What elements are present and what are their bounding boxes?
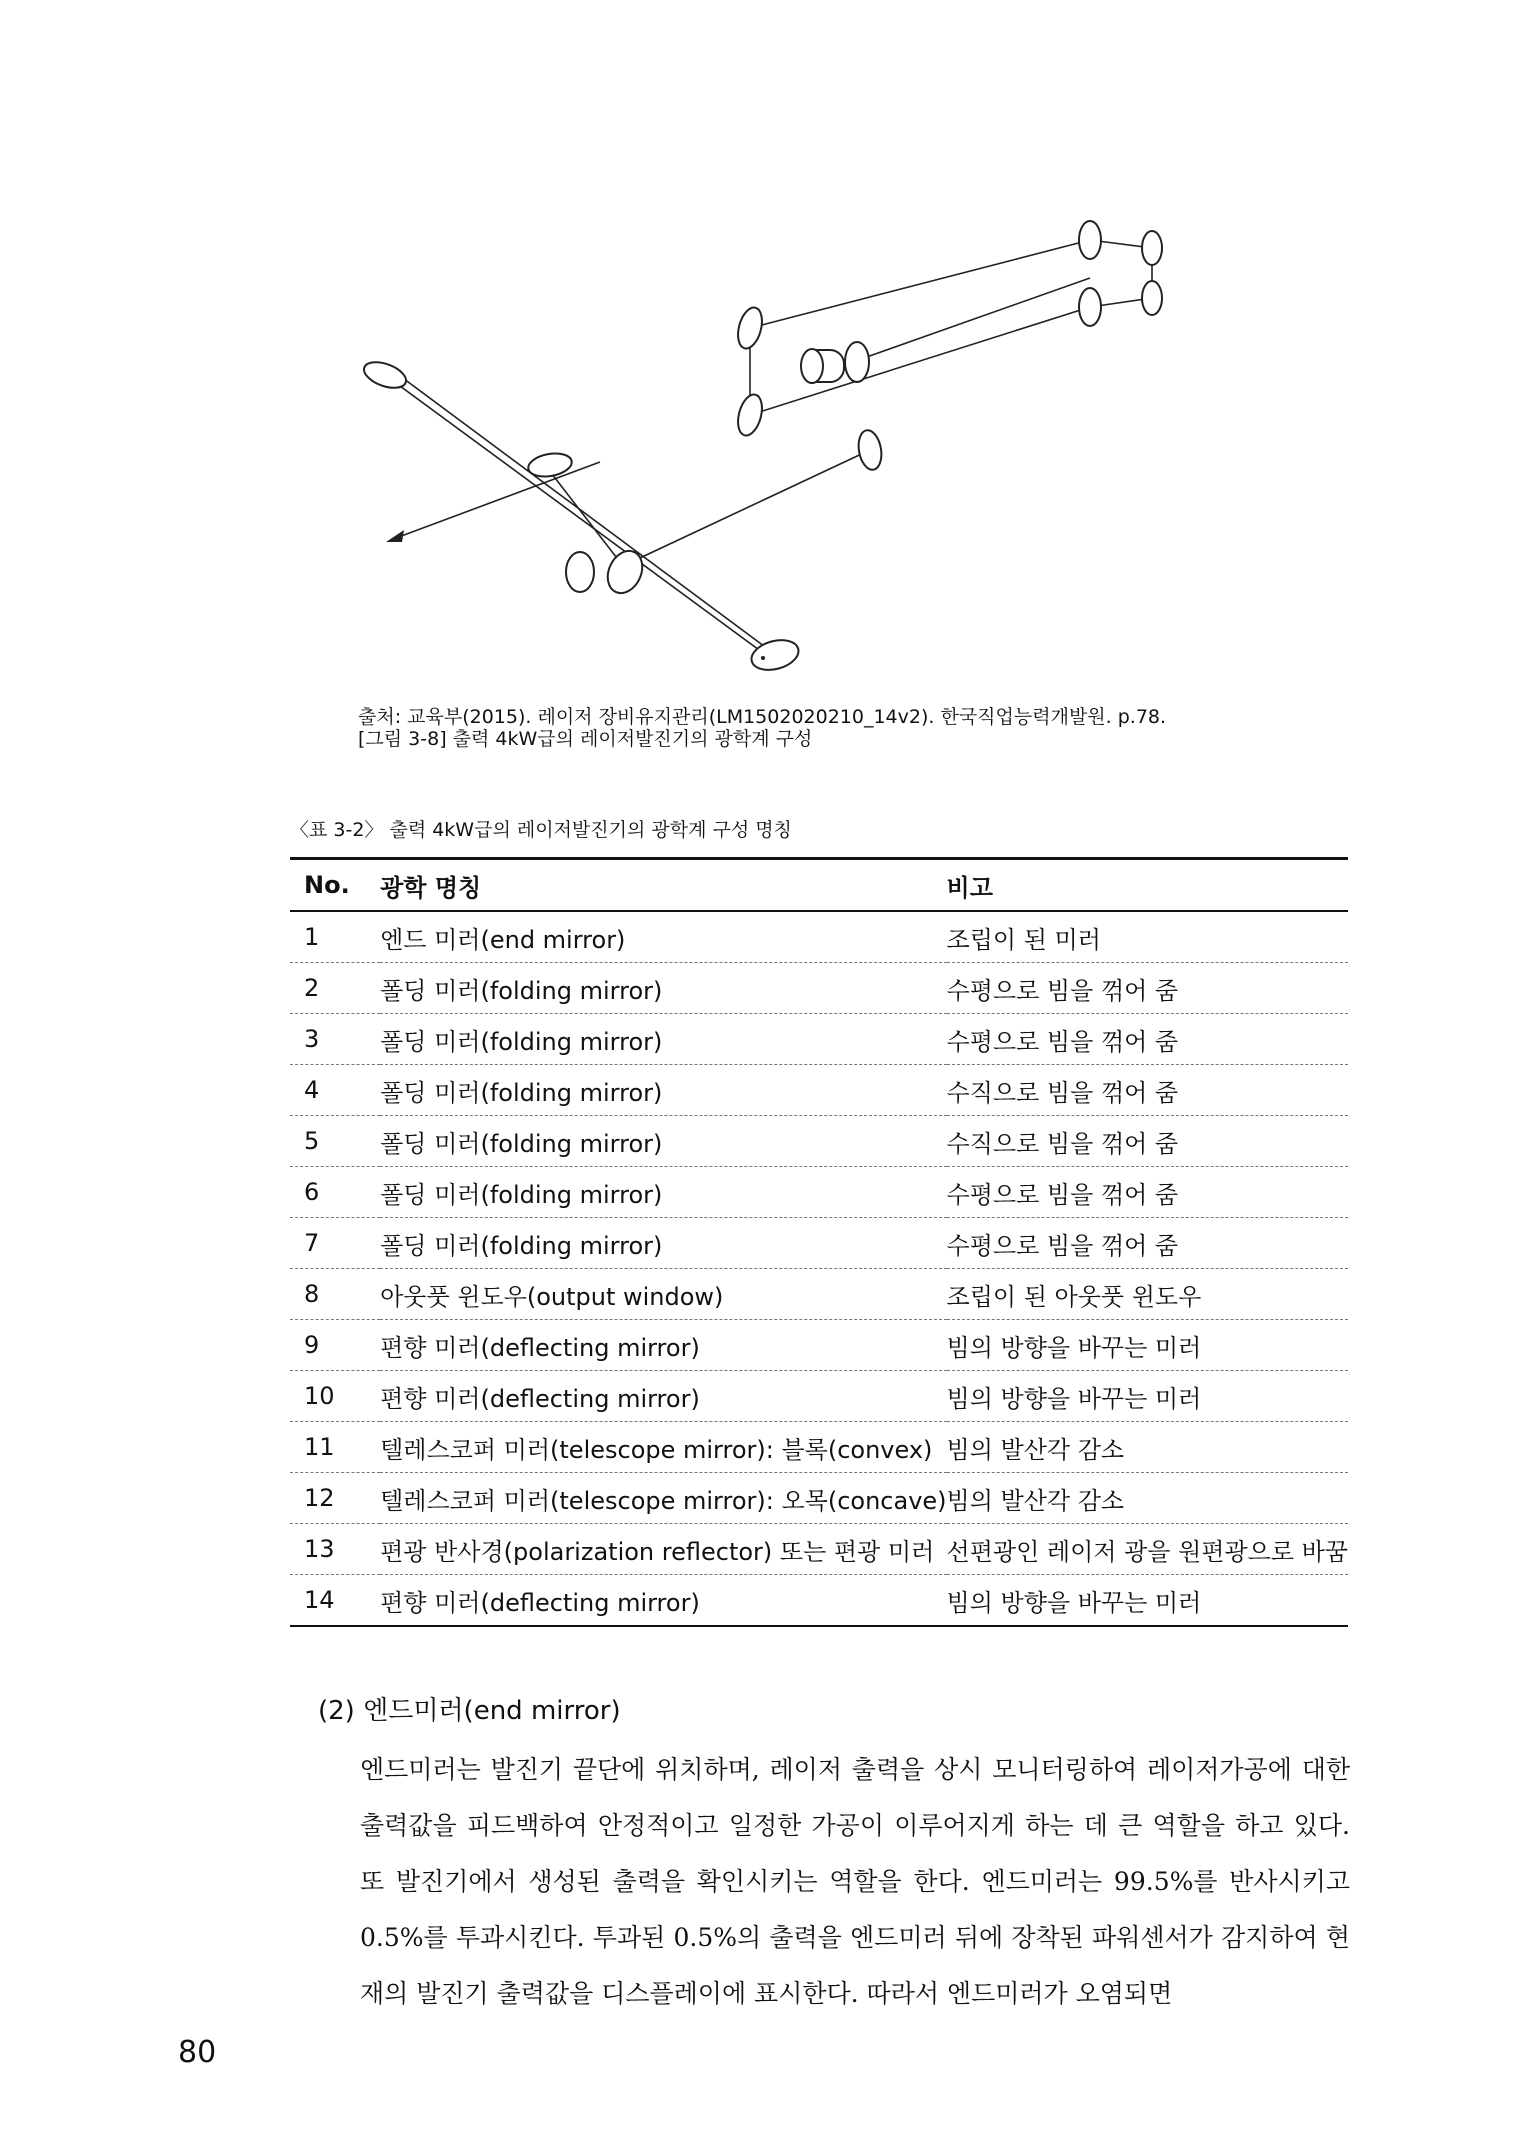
optical-system-diagram <box>340 200 1220 700</box>
row-no: 12 <box>290 1473 380 1524</box>
table-row <box>290 1116 1348 1167</box>
row-name: 아웃풋 윈도우(output window) <box>380 1269 946 1320</box>
row-note: 수평으로 빔을 꺾어 줌 <box>947 1014 1348 1065</box>
row-name: 폴딩 미러(folding mirror) <box>380 1218 946 1269</box>
row-name: 텔레스코퍼 미러(telescope mirror): 오목(concave) <box>380 1473 946 1524</box>
header-name: 광학 명칭 <box>380 859 946 912</box>
row-note: 수직으로 빔을 꺾어 줌 <box>947 1065 1348 1116</box>
table-row <box>290 1575 1348 1627</box>
table-row <box>290 1065 1348 1116</box>
table-header-row <box>290 859 1348 912</box>
arrow-head <box>386 530 404 542</box>
table-row <box>290 1320 1348 1371</box>
table-row <box>290 963 1348 1014</box>
row-no: 13 <box>290 1524 380 1575</box>
row-note: 조립이 된 미러 <box>947 911 1348 963</box>
row-note: 수평으로 빔을 꺾어 줌 <box>947 1218 1348 1269</box>
row-name: 편향 미러(deflecting mirror) <box>380 1320 946 1371</box>
mirror-7 <box>1142 281 1162 315</box>
table-row <box>290 1371 1348 1422</box>
beam-line <box>392 370 772 652</box>
section-title: (2) 엔드미러(end mirror) <box>318 1696 621 1726</box>
header-no: No. <box>290 859 380 912</box>
output-beam <box>396 462 600 538</box>
row-no: 11 <box>290 1422 380 1473</box>
optics-table <box>290 857 1348 1627</box>
row-no: 6 <box>290 1167 380 1218</box>
row-name: 폴딩 미러(folding mirror) <box>380 1014 946 1065</box>
row-note: 수평으로 빔을 꺾어 줌 <box>947 963 1348 1014</box>
mirror-11 <box>566 552 594 592</box>
row-name: 폴딩 미러(folding mirror) <box>380 1167 946 1218</box>
row-no: 7 <box>290 1218 380 1269</box>
mirror-12 <box>601 545 649 598</box>
table-row <box>290 1473 1348 1524</box>
beam-line <box>750 240 1090 328</box>
row-no: 5 <box>290 1116 380 1167</box>
mirror-3 <box>734 392 766 438</box>
row-note: 빔의 방향을 바꾸는 미러 <box>947 1320 1348 1371</box>
table-row <box>290 1218 1348 1269</box>
row-no: 4 <box>290 1065 380 1116</box>
table-row <box>290 911 1348 963</box>
row-note: 빔의 발산각 감소 <box>947 1473 1348 1524</box>
mirror-6 <box>1079 288 1101 326</box>
page-number: 80 <box>178 2035 217 2070</box>
row-note: 조립이 된 아웃풋 윈도우 <box>947 1269 1348 1320</box>
row-note: 선편광인 레이저 광을 원편광으로 바꿈 <box>947 1524 1348 1575</box>
end-mirror <box>845 342 869 382</box>
table-caption: 〈표 3-2〉 출력 4kW급의 레이저발진기의 광학계 구성 명칭 <box>290 819 792 841</box>
row-no: 8 <box>290 1269 380 1320</box>
row-name: 엔드 미러(end mirror) <box>380 911 946 963</box>
beam-line <box>385 375 770 658</box>
row-name: 폴딩 미러(folding mirror) <box>380 963 946 1014</box>
mirror-5 <box>1142 231 1162 265</box>
mirror-9 <box>856 428 885 471</box>
row-name: 폴딩 미러(folding mirror) <box>380 1116 946 1167</box>
beam-line <box>625 450 870 565</box>
row-no: 14 <box>290 1575 380 1627</box>
figure-caption: [그림 3-8] 출력 4kW급의 레이저발진기의 광학계 구성 <box>358 728 813 750</box>
row-no: 2 <box>290 963 380 1014</box>
row-note: 수평으로 빔을 꺾어 줌 <box>947 1167 1348 1218</box>
table-row <box>290 1269 1348 1320</box>
row-note: 빔의 방향을 바꾸는 미러 <box>947 1371 1348 1422</box>
row-no: 1 <box>290 911 380 963</box>
table-row <box>290 1422 1348 1473</box>
row-no: 3 <box>290 1014 380 1065</box>
row-name: 편향 미러(deflecting mirror) <box>380 1575 946 1627</box>
table-row <box>290 1014 1348 1065</box>
table-row <box>290 1167 1348 1218</box>
row-name: 편향 미러(deflecting mirror) <box>380 1371 946 1422</box>
row-name: 폴딩 미러(folding mirror) <box>380 1065 946 1116</box>
table-row <box>290 1524 1348 1575</box>
header-note: 비고 <box>947 859 1348 912</box>
body-paragraph: 엔드미러는 발진기 끝단에 위치하며, 레이저 출력을 상시 모니터링하여 레이저가공에 대한 출력값을 피드백하여 안정적이고 일정한 가공이 이루어지게 하는 데 큰 역할을 하고 있다. 또 발진기에서 생성된 출력을 확인시키는 역할을 한다. 엔드미러는 99.5%를 반사시키고 0.5%를 투과시킨다. 투과된 0.5%의 출력을 엔드미러 뒤에 장착된 파워센서가 감지하여 현재의 발진기 출력값을 디스플레이에 표시한다. 따라서 엔드미러가 오염되면 <box>360 1755 1350 2008</box>
row-name: 편광 반사경(polarization reflector) 또는 편광 미러 <box>380 1524 946 1575</box>
row-no: 10 <box>290 1371 380 1422</box>
output-window-face <box>801 349 823 383</box>
mirror-2 <box>734 305 766 351</box>
mirror-4 <box>1079 221 1101 259</box>
row-note: 수직으로 빔을 꺾어 줌 <box>947 1116 1348 1167</box>
row-note: 빔의 방향을 바꾸는 미러 <box>947 1575 1348 1627</box>
row-name: 텔레스코퍼 미러(telescope mirror): 블록(convex) <box>380 1422 946 1473</box>
row-no: 9 <box>290 1320 380 1371</box>
row-note: 빔의 발산각 감소 <box>947 1422 1348 1473</box>
figure-source: 출처: 교육부(2015). 레이저 장비유지관리(LM1502020210_14v2). 한국직업능력개발원. p.78. <box>358 706 1167 728</box>
